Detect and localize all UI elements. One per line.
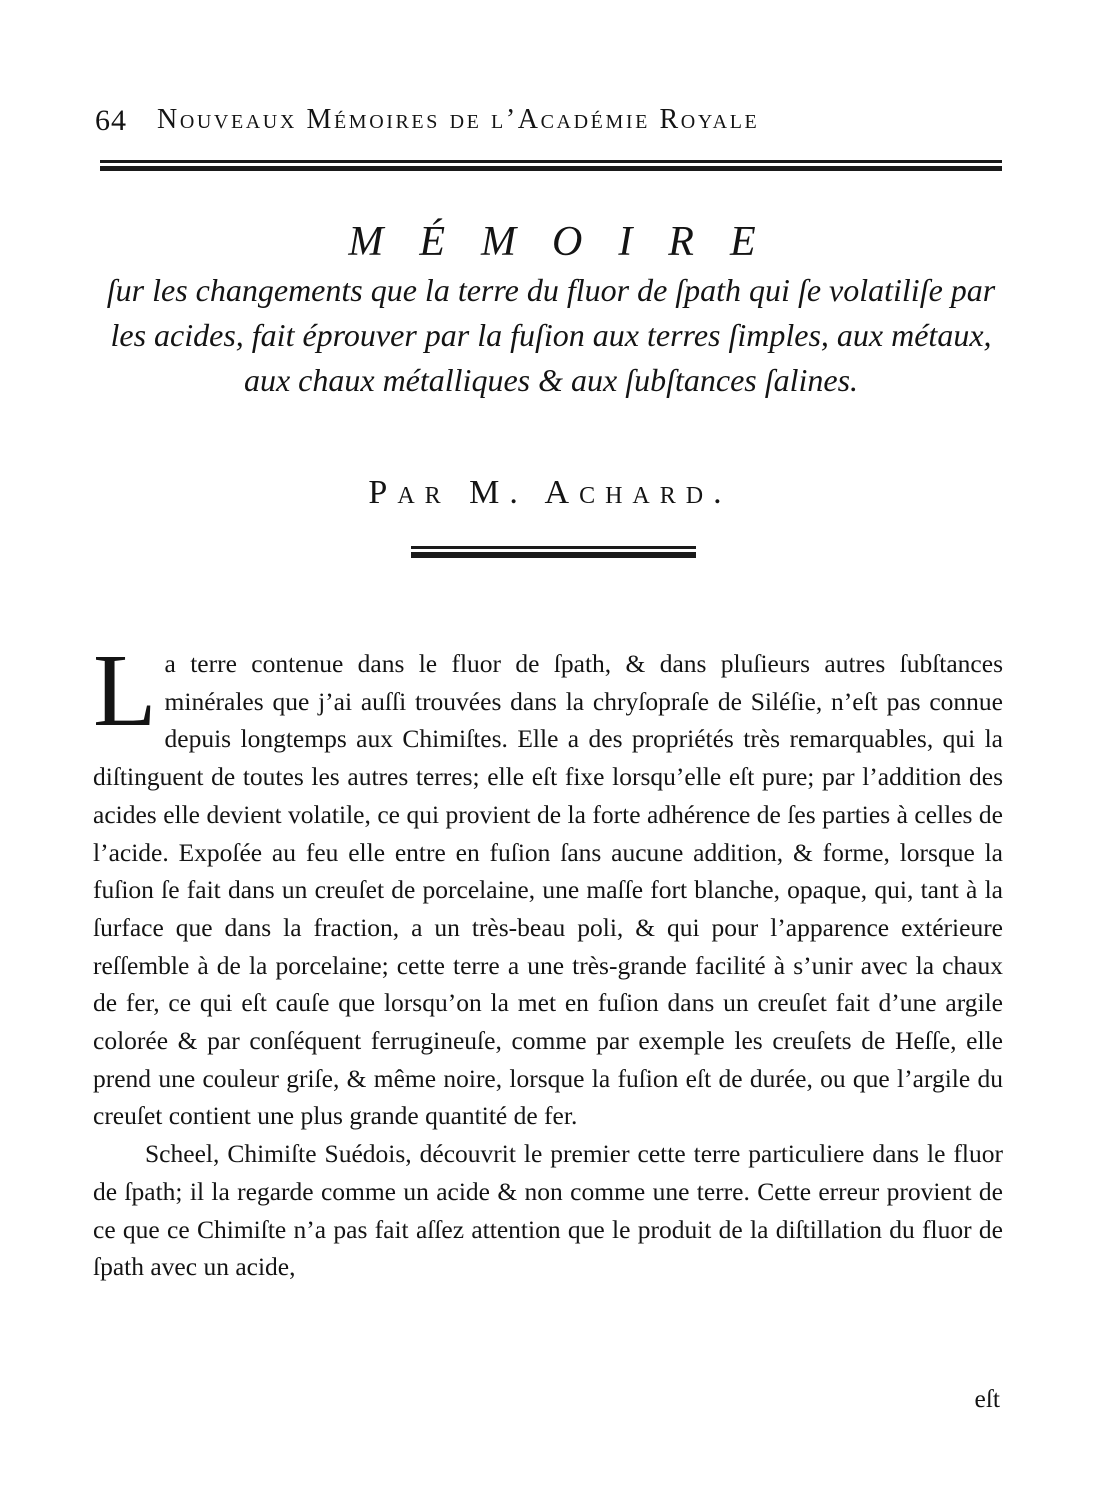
title-separator-rule — [411, 546, 696, 560]
paragraph-1-text: a terre contenue dans le fluor de ſpath, & dans pluſieurs autres ſubſtances minérales que j’ai auſſi trouvées dans la chryſopraſe de Siléſie, n’eſt pas connue depuis longtemps aux Chimiſtes. Elle a des propriétés très remarquables, qui la diſtinguent de toutes les autres terres; elle eſt fixe lorsqu’elle eſt pure; par l’addition des acides elle devient volatile, ce qui provient de la forte adhérence de ſes parties à celles de l’acide. Expoſée au feu elle entre en fuſion ſans aucune addition, & forme, lorsque la fuſion ſe fait dans un creuſet de porcelaine, une maſſe fort blanche, opaque, qui, tant à la ſurface que dans la fraction, a un très-beau poli, & qui pour l’apparence extérieure reſſemble à de la porcelaine; cette terre a une très-grande facilité à s’unir avec la chaux de fer, ce qui eſt cauſe que lorsqu’on la met en fuſion dans un creuſet fait d’une argile colorée & par conſéquent ferrugineuſe, comme par exemple les creuſets de Heſſe, elle prend une couleur griſe, & même noire, lorsque la fuſion eſt de durée, ou que l’argile du creuſet contient une plus grande quantité de fer. — [93, 649, 1003, 1131]
body-text — [93, 633, 1003, 1286]
catchword: eſt — [974, 1384, 1000, 1413]
memoire-heading: MÉMOIRE — [348, 219, 792, 265]
running-title: Nouveaux Mémoires de l’Académie Royale — [157, 104, 760, 135]
header-double-rule — [100, 160, 1002, 172]
drop-cap: L — [93, 633, 157, 748]
paragraph — [93, 633, 1003, 1135]
page-number: 64 — [95, 104, 127, 137]
paragraph: Scheel, Chimiſte Suédois, découvrit le premier cette terre particuliere dans le fluor de ſpath; il la regarde comme un acide & non comme une terre. Cette erreur provient de ce que ce Chimiſte n’a pas fait aſſez attention que le produit de la diſtillation du fluor de ſpath avec un acide, — [93, 1139, 1003, 1282]
running-header — [95, 104, 1000, 144]
memoire-subtitle: ſur les changements que la terre du fluor de ſpath qui ſe volatiliſe par les acides, fait éprouver par la fuſion aux terres ſimples, aux métaux, aux chaux métalliques & aux ſubſtances ſalines. — [106, 272, 996, 398]
author-line: Par M. Achard. — [368, 474, 732, 511]
